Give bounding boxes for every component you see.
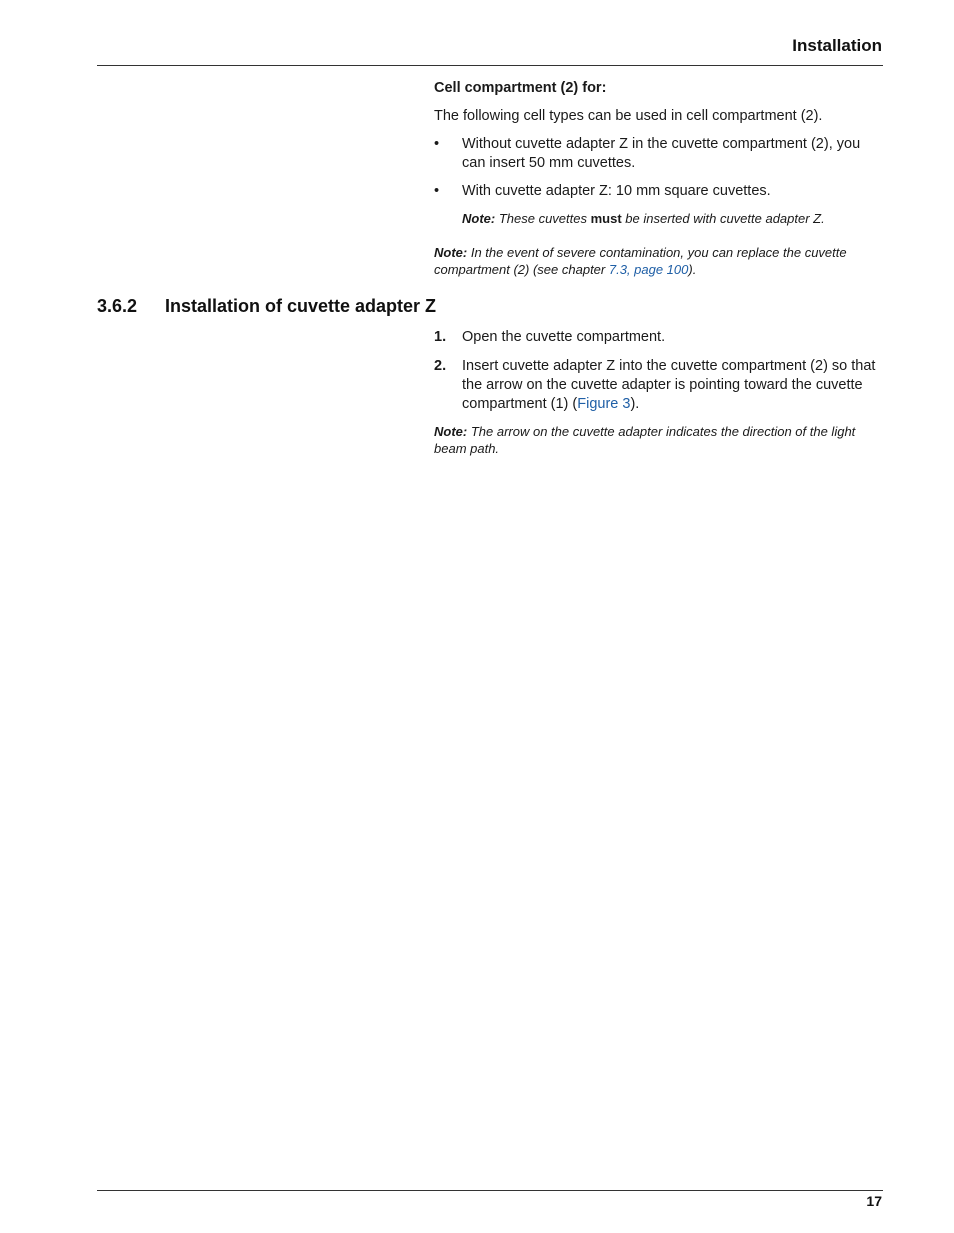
list-item xyxy=(434,182,884,201)
note-text: These cuvettes xyxy=(495,211,591,226)
step-text: Insert cuvette adapter Z into the cuvette compartment (2) so that the arrow on the cuvette adapter is pointing toward the cuvette compartment (1) ( xyxy=(462,358,876,412)
page-number: 17 xyxy=(866,1193,882,1209)
contamination-note xyxy=(434,244,884,278)
note-label: Note: xyxy=(434,424,468,439)
bullet-mark: • xyxy=(434,183,440,199)
section-title: Installation of cuvette adapter Z xyxy=(165,296,437,316)
header-rule xyxy=(97,65,883,66)
figure-link[interactable]: Figure 3 xyxy=(577,396,631,412)
note-text: The arrow on the cuvette adapter indicates the direction of the light beam path. xyxy=(434,424,856,456)
step-number: 2. xyxy=(434,358,447,374)
note-emphasis: must xyxy=(590,211,622,226)
list-item xyxy=(434,135,884,173)
note-label: Note: xyxy=(462,211,496,226)
inner-note xyxy=(434,210,884,227)
bullet-text: With cuvette adapter Z: 10 mm square cuvettes. xyxy=(462,183,771,199)
cell-compartment-intro: The following cell types can be used in cell compartment (2). xyxy=(434,108,823,124)
note-text: ). xyxy=(688,262,697,277)
footer-rule xyxy=(97,1190,883,1191)
page-header-title: Installation xyxy=(792,36,882,55)
bullet-text: Without cuvette adapter Z in the cuvette compartment (2), you can insert 50 mm cuvettes. xyxy=(462,136,861,171)
bullet-mark: • xyxy=(434,136,440,152)
step-number: 1. xyxy=(434,329,447,345)
arrow-note xyxy=(434,423,884,457)
note-text: In the event of severe contamination, you can replace the cuvette compartment (2) (see chapter xyxy=(434,245,847,277)
note-label: Note: xyxy=(434,245,468,260)
step-text: ). xyxy=(630,396,640,412)
installation-steps xyxy=(434,328,884,457)
cell-compartment-heading: Cell compartment (2) for: xyxy=(434,80,607,96)
section-number: 3.6.2 xyxy=(97,296,138,316)
step-item xyxy=(434,328,884,347)
section-heading xyxy=(97,296,436,317)
note-text: be inserted with cuvette adapter Z. xyxy=(621,211,825,226)
step-text: Open the cuvette compartment. xyxy=(462,329,666,345)
cell-compartment-block xyxy=(434,79,884,278)
step-item xyxy=(434,357,884,414)
chapter-link[interactable]: 7.3, page 100 xyxy=(608,262,689,277)
